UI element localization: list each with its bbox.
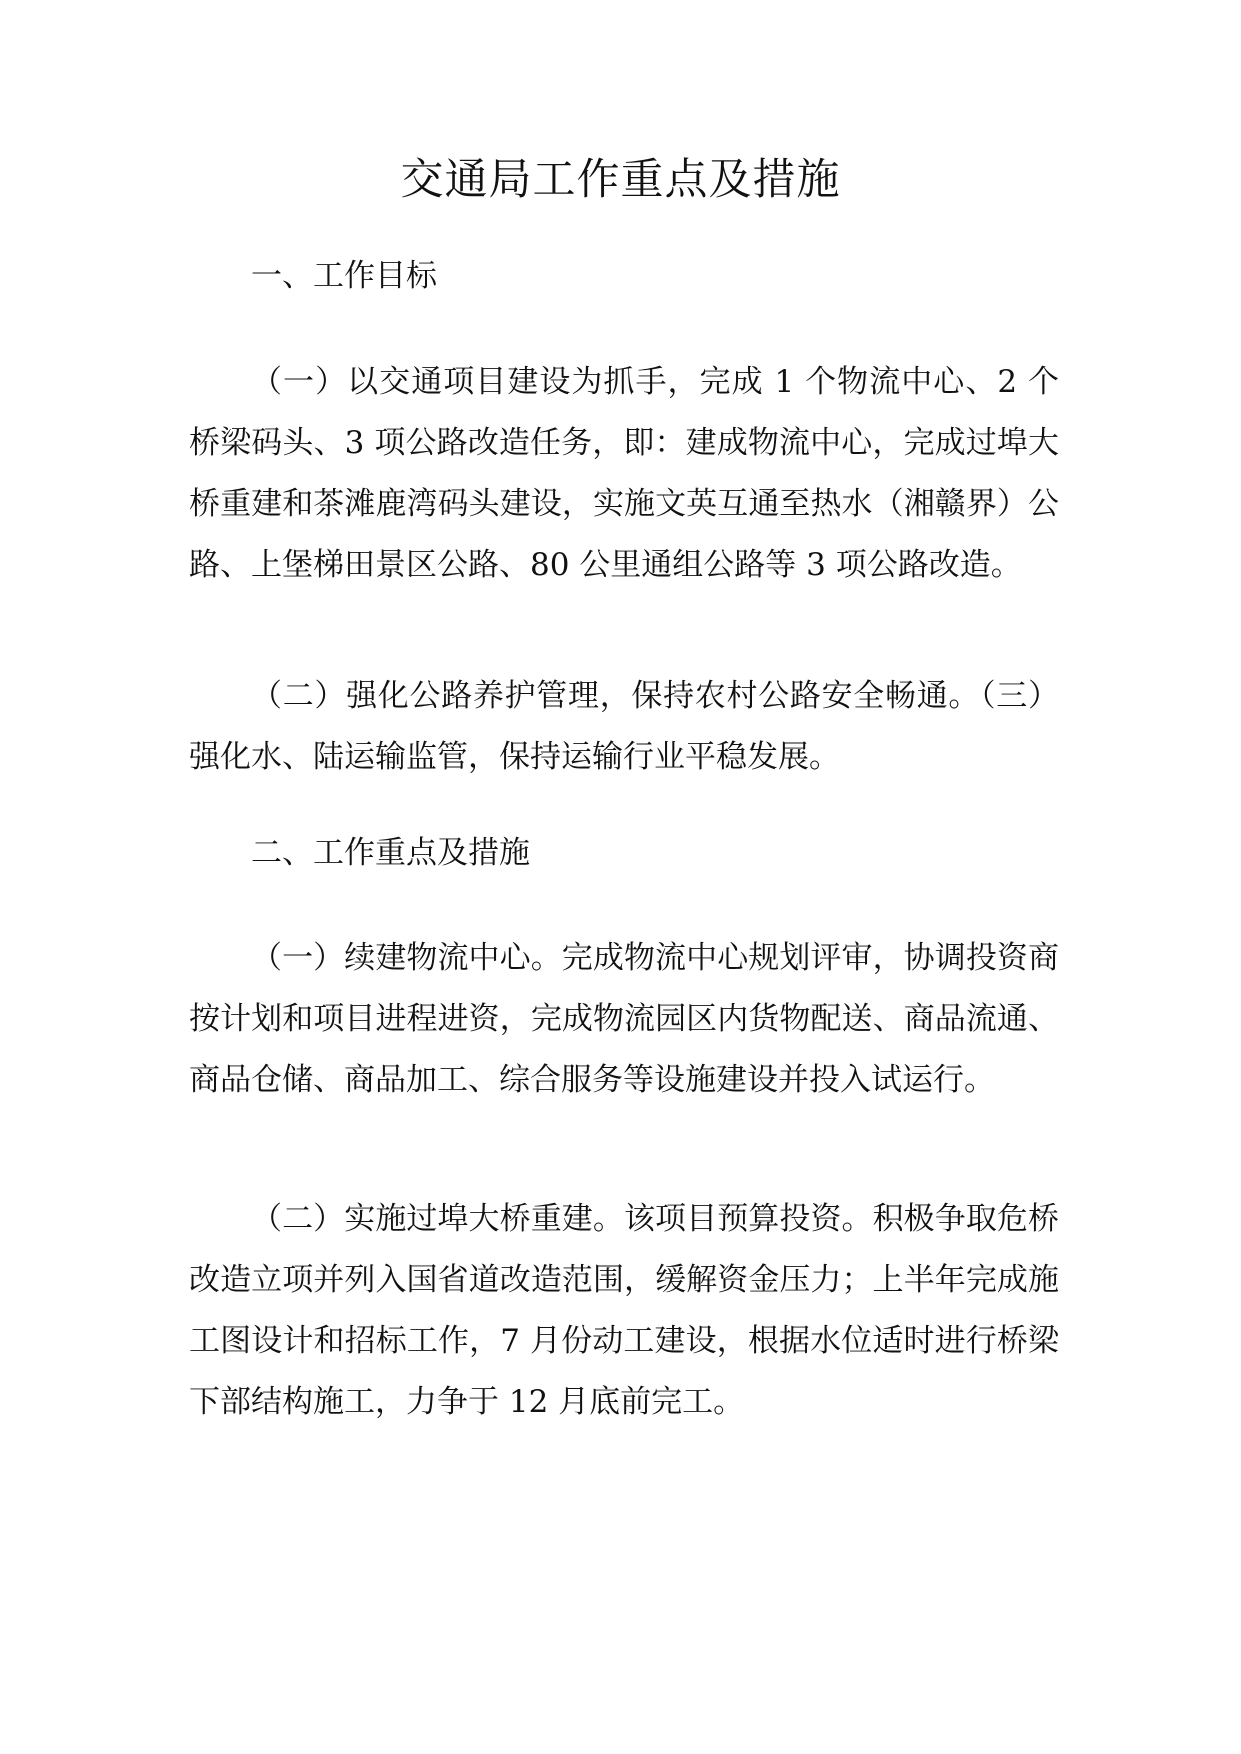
paragraph-measure-2: （二）实施过埠大桥重建。该项目预算投资。积极争取危桥改造立项并列入国省道改造范围，缓解资金压力；上半年完成施工图设计和招标工作，7 月份动工建设，根据水位适时进行桥梁下部结构施工，力争于 12 月底前完工。 bbox=[189, 1201, 1059, 1420]
paragraph-measure-1: （一）续建物流中心。完成物流中心规划评审，协调投资商按计划和项目进程进资，完成物流园区内货物配送、商品流通、商品仓储、商品加工、综合服务等设施建设并投入试运行。 bbox=[189, 940, 1059, 1098]
section-heading-goals: 一、工作目标 bbox=[251, 258, 437, 294]
page-title: 交通局工作重点及措施 bbox=[400, 155, 841, 205]
paragraph-goal-1: （一）以交通项目建设为抓手，完成 1 个物流中心、2 个桥梁码头、3 项公路改造任务，即：建成物流中心，完成过埠大桥重建和茶滩鹿湾码头建设，实施文英互通至热水（湘赣界）公路、上堡梯田景区公路、80 公里通组公路等 3 项公路改造。 bbox=[189, 364, 1059, 583]
paragraph-goal-2: （二）强化公路养护管理，保持农村公路安全畅通。（三）强化水、陆运输监管，保持运输行业平稳发展。 bbox=[189, 678, 1059, 775]
section-heading-measures: 二、工作重点及措施 bbox=[251, 835, 530, 871]
